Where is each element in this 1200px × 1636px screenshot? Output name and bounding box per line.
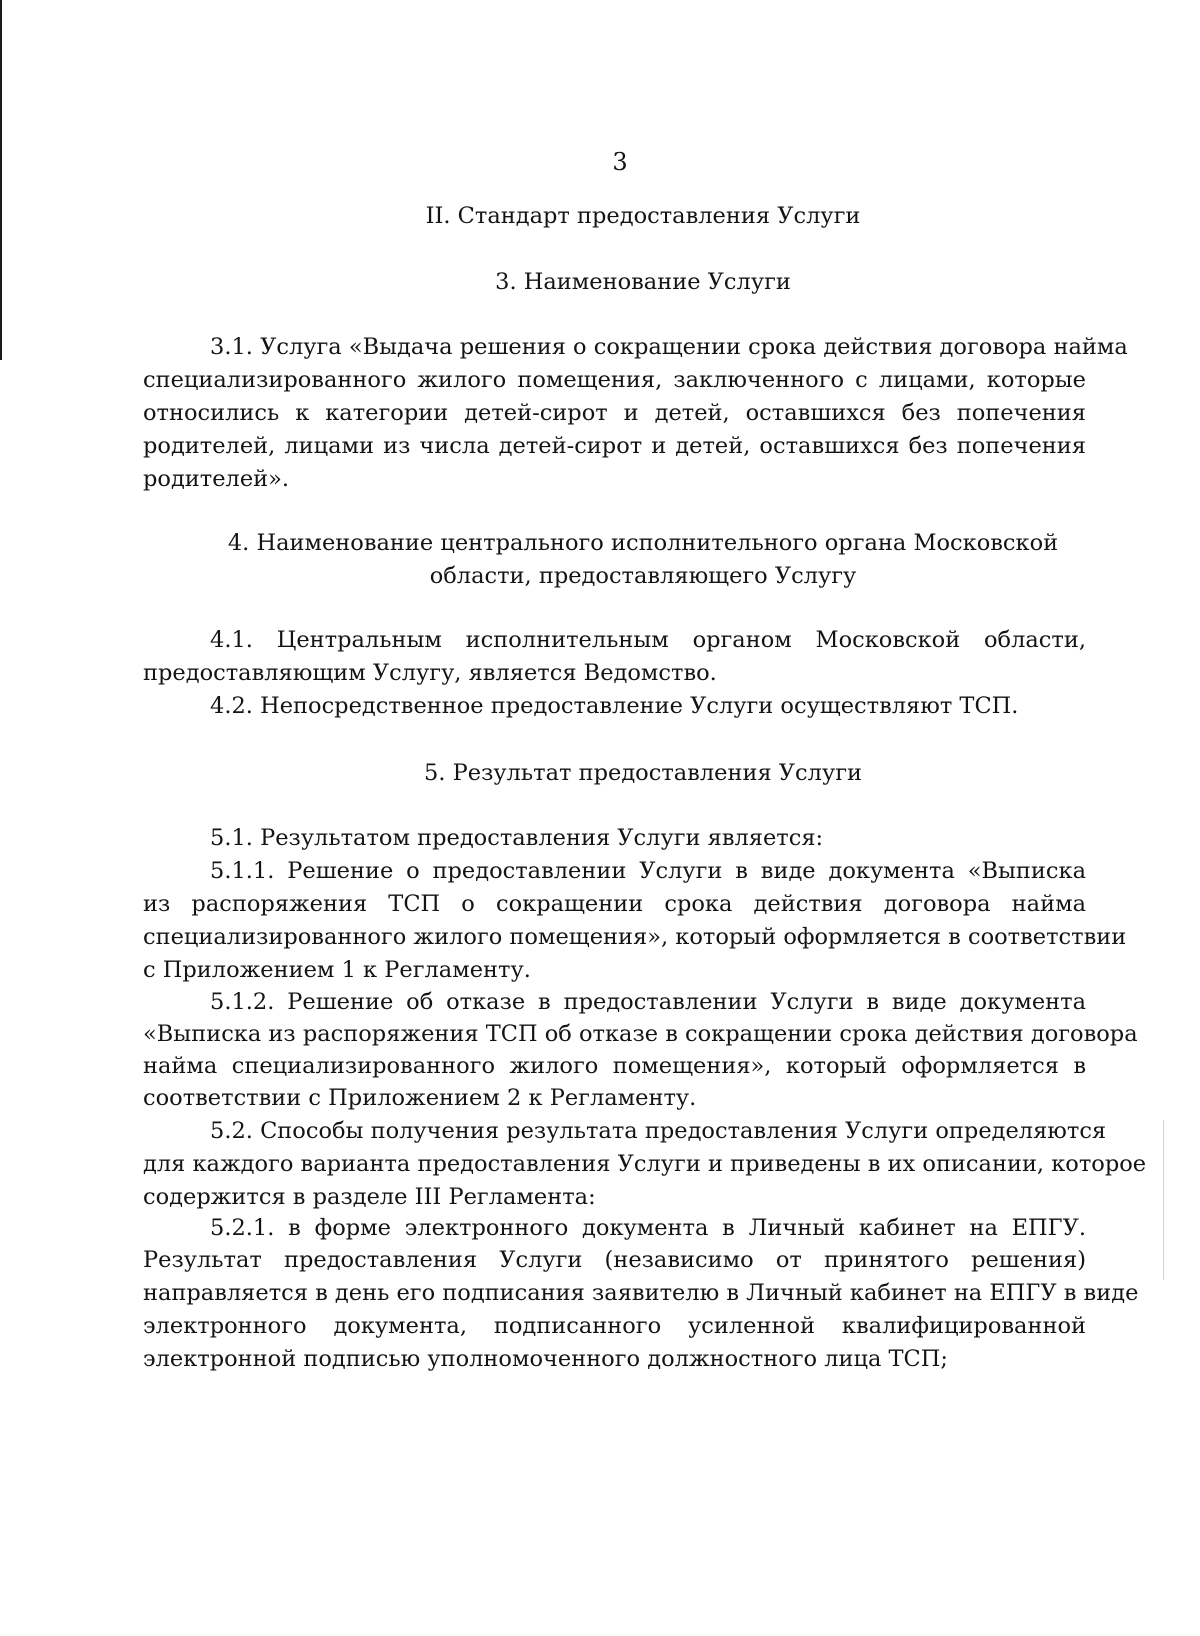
page-number: 3: [612, 148, 628, 176]
paragraph-5-2-line-2: для каждого варианта предоставления Услуги и приведены в их описании, которое: [143, 1151, 1147, 1177]
paragraph-4-1-line-1: 4.1. Центральным исполнительным органом Московской области,: [210, 627, 1086, 653]
paragraph-5-2-1-line-1: 5.2.1. в форме электронного документа в Личный кабинет на ЕПГУ.: [210, 1215, 1086, 1241]
paragraph-4-2: 4.2. Непосредственное предоставление Услуги осуществляют ТСП.: [210, 693, 1019, 719]
heading-4-line-1: 4. Наименование центрального исполнительного органа Московской: [227, 530, 1059, 556]
paragraph-5-2-1-line-2: Результат предоставления Услуги (независимо от принятого решения): [143, 1247, 1086, 1273]
paragraph-5-2-line-3: содержится в разделе III Регламента:: [143, 1184, 596, 1210]
paragraph-5-1: 5.1. Результатом предоставления Услуги является:: [210, 825, 824, 851]
heading-4-line-2: области, предоставляющего Услугу: [429, 563, 857, 589]
paragraph-5-1-1-line-1: 5.1.1. Решение о предоставлении Услуги в виде документа «Выписка: [210, 858, 1086, 884]
paragraph-5-2-1-line-3: направляется в день его подписания заявителю в Личный кабинет на ЕПГУ в виде: [143, 1280, 1139, 1306]
paragraph-3-1-line-5: родителей».: [143, 466, 290, 492]
paragraph-4-1-line-2: предоставляющим Услугу, является Ведомство.: [143, 660, 717, 686]
paragraph-5-1-1-line-3: специализированного жилого помещения», который оформляется в соответствии: [143, 924, 1127, 950]
paragraph-5-1-2-line-4: соответствии с Приложением 2 к Регламенту.: [143, 1085, 697, 1111]
paragraph-5-1-2-line-3: найма специализированного жилого помещения», который оформляется в: [143, 1053, 1086, 1079]
heading-5: 5. Результат предоставления Услуги: [424, 760, 862, 786]
paragraph-3-1-line-4: родителей, лицами из числа детей-сирот и детей, оставшихся без попечения: [143, 433, 1086, 459]
paragraph-5-1-1-line-2: из распоряжения ТСП о сокращении срока действия договора найма: [143, 891, 1086, 917]
paragraph-3-1-line-3: относились к категории детей-сирот и детей, оставшихся без попечения: [143, 400, 1086, 426]
paragraph-3-1-line-1: 3.1. Услуга «Выдача решения о сокращении срока действия договора найма: [210, 334, 1128, 360]
paragraph-5-2-line-1: 5.2. Способы получения результата предоставления Услуги определяются: [210, 1118, 1107, 1144]
section-heading: II. Стандарт предоставления Услуги: [425, 203, 861, 229]
paragraph-3-1-line-2: специализированного жилого помещения, заключенного с лицами, которые: [143, 367, 1086, 393]
paragraph-5-2-1-line-4: электронного документа, подписанного усиленной квалифицированной: [143, 1313, 1086, 1339]
heading-3: 3. Наименование Услуги: [495, 269, 791, 295]
paragraph-5-1-2-line-1: 5.1.2. Решение об отказе в предоставлении Услуги в виде документа: [210, 989, 1086, 1015]
paragraph-5-1-1-line-4: с Приложением 1 к Регламенту.: [143, 957, 531, 983]
paragraph-5-1-2-line-2: «Выписка из распоряжения ТСП об отказе в сокращении срока действия договора: [143, 1021, 1138, 1047]
paragraph-5-2-1-line-5: электронной подписью уполномоченного должностного лица ТСП;: [143, 1346, 948, 1372]
